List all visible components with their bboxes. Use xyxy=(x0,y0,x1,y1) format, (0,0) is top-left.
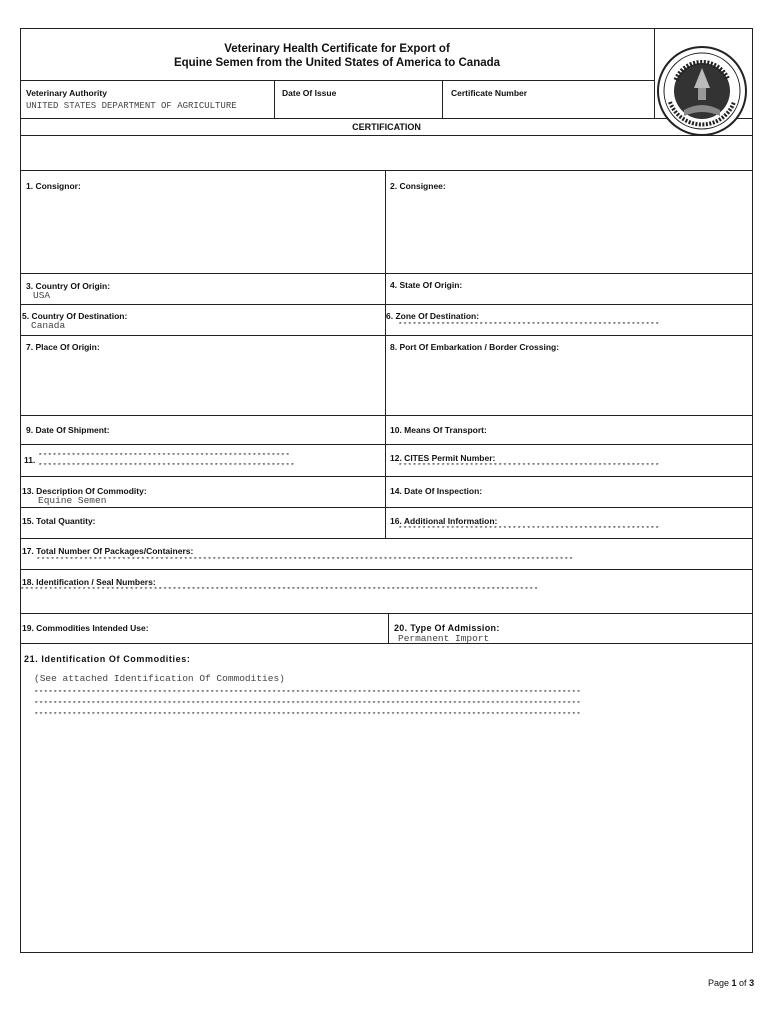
total-packages-value: ***************************************************************************************************************** xyxy=(36,557,574,565)
page-prefix: Page xyxy=(708,978,732,988)
line-613 xyxy=(20,613,753,614)
vet-authority-value: UNITED STATES DEPARTMENT OF AGRICULTURE xyxy=(26,101,237,111)
col-divider-1 xyxy=(385,170,386,273)
col-divider-7 xyxy=(385,335,386,415)
additional-information-label: 16. Additional Information: xyxy=(390,516,498,526)
date-of-shipment-label: 9. Date Of Shipment: xyxy=(26,425,110,435)
certificate-title-line2: Equine Semen from the United States of America to Canada xyxy=(173,57,501,69)
country-of-destination-label: 5. Country Of Destination: xyxy=(22,311,128,321)
zone-of-destination-value: ******************************************************* xyxy=(398,322,660,330)
field-11-label: 11. xyxy=(24,455,36,465)
country-of-origin-value: USA xyxy=(33,290,51,301)
additional-information-value: ******************************************************* xyxy=(398,526,660,534)
line-335 xyxy=(20,335,753,336)
line-538 xyxy=(20,538,753,539)
page-total: 3 xyxy=(749,978,755,988)
header-col-divider-1 xyxy=(274,80,275,118)
line-415 xyxy=(20,415,753,416)
page-of: of xyxy=(736,978,750,988)
cites-permit-label: 12. CITES Permit Number: xyxy=(390,453,496,463)
line-444 xyxy=(20,444,753,445)
means-of-transport-label: 10. Means Of Transport: xyxy=(390,425,487,435)
line-304 xyxy=(20,304,753,305)
field-11-value-2: ****************************************************** xyxy=(38,463,295,471)
col-divider-3 xyxy=(385,273,386,304)
state-of-origin-label: 4. State Of Origin: xyxy=(390,280,463,290)
place-of-origin-label: 7. Place Of Origin: xyxy=(26,342,100,352)
col-divider-19 xyxy=(388,613,389,643)
line-170 xyxy=(20,170,753,171)
page-number xyxy=(708,978,754,988)
identification-stars-3: ******************************************************************************************************************* xyxy=(34,712,582,720)
description-of-commodity-label: 13. Description Of Commodity: xyxy=(22,486,147,496)
header-bottom-line xyxy=(20,118,753,119)
total-packages-label: 17. Total Number Of Packages/Containers: xyxy=(22,546,194,556)
line-273 xyxy=(20,273,753,274)
field-11-value-1: ***************************************************** xyxy=(38,453,291,461)
col-divider-9 xyxy=(385,415,386,444)
country-of-origin-label: 3. Country Of Origin: xyxy=(26,281,111,291)
certification-heading: CERTIFICATION xyxy=(352,122,421,132)
seal-numbers-value: ************************************************************************************************************* xyxy=(20,587,539,595)
port-of-embarkation-label: 8. Port Of Embarkation / Border Crossing: xyxy=(390,342,560,352)
line-569 xyxy=(20,569,753,570)
identification-stars-2: ******************************************************************************************************************* xyxy=(34,701,582,709)
line-643 xyxy=(20,643,753,644)
consignee-label: 2. Consignee: xyxy=(390,181,446,191)
identification-of-commodities-label: 21. Identification Of Commodities: xyxy=(24,654,191,664)
intended-use-label: 19. Commodities Intended Use: xyxy=(22,623,149,633)
identification-stars-1: ******************************************************************************************************************* xyxy=(34,690,582,698)
country-of-destination-value: Canada xyxy=(31,320,66,331)
description-of-commodity-value: Equine Semen xyxy=(38,495,107,506)
col-divider-11 xyxy=(385,444,386,476)
header-col-divider-2 xyxy=(442,80,443,118)
header-divider xyxy=(20,80,654,81)
seal-numbers-label: 18. Identification / Seal Numbers: xyxy=(22,577,156,587)
zone-of-destination-label: 6. Zone Of Destination: xyxy=(386,311,480,321)
col-divider-15 xyxy=(385,507,386,538)
identification-note: (See attached Identification Of Commodities) xyxy=(34,673,285,684)
date-of-issue-label: Date Of Issue xyxy=(282,88,337,98)
type-of-admission-value: Permanent Import xyxy=(398,633,490,644)
cites-permit-value: ******************************************************* xyxy=(398,463,660,471)
date-of-inspection-label: 14. Date Of Inspection: xyxy=(390,486,483,496)
total-quantity-label: 15. Total Quantity: xyxy=(22,516,96,526)
page-current: 1 xyxy=(731,978,737,988)
col-divider-13 xyxy=(385,476,386,507)
line-135 xyxy=(20,135,753,136)
line-507 xyxy=(20,507,753,508)
certificate-number-label: Certificate Number xyxy=(451,88,528,98)
consignor-label: 1. Consignor: xyxy=(26,181,81,191)
certificate-title-line1: Veterinary Health Certificate for Export of xyxy=(224,43,450,55)
line-476 xyxy=(20,476,753,477)
vet-authority-label: Veterinary Authority xyxy=(26,88,107,98)
type-of-admission-label: 20. Type Of Admission: xyxy=(394,623,500,633)
